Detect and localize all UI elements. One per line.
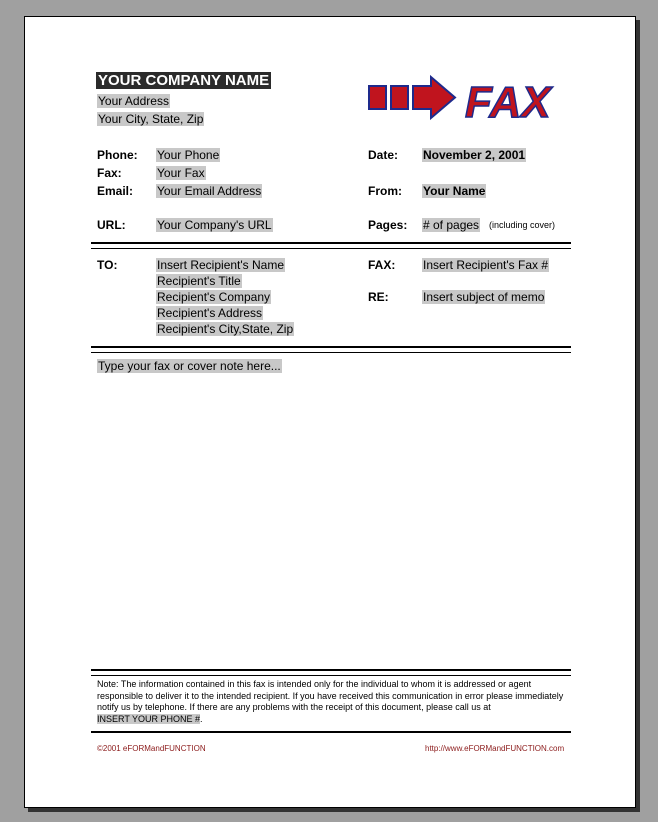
date-field[interactable]: November 2, 2001 (423, 148, 526, 162)
phone-label: Phone: (97, 148, 138, 162)
fax-field[interactable]: Your Fax (157, 166, 205, 180)
divider-footer (91, 731, 571, 733)
divider-top (91, 242, 571, 249)
cover-note-field[interactable]: Type your fax or cover note here... (98, 359, 281, 373)
from-field[interactable]: Your Name (423, 184, 486, 198)
logo-fax-text: FAX (465, 78, 551, 124)
recipient-name-field[interactable]: Insert Recipient's Name (157, 258, 285, 272)
email-label: Email: (97, 184, 134, 198)
footer-copyright: ©2001 eFORMandFUNCTION (97, 744, 206, 753)
email-field[interactable]: Your Email Address (157, 184, 262, 198)
recipient-address-field[interactable]: Recipient's Address (157, 306, 263, 320)
to-label: TO: (97, 258, 118, 272)
recipient-city-field[interactable]: Recipient's City,State, Zip (157, 322, 294, 336)
footer-url-link[interactable]: http://www.eFORMandFUNCTION.com (425, 744, 565, 753)
re-label: RE: (368, 290, 389, 304)
logo-square-1 (369, 86, 386, 109)
pages-label: Pages: (368, 218, 408, 232)
date-label: Date: (368, 148, 399, 162)
recipient-company-field[interactable]: Recipient's Company (157, 290, 271, 304)
from-label: From: (368, 184, 402, 198)
recipient-title-field[interactable]: Recipient's Title (157, 274, 241, 288)
recipient-fax-field[interactable]: Insert Recipient's Fax # (423, 258, 549, 272)
disclaimer-end: . (200, 713, 203, 724)
fax-label: Fax: (97, 166, 122, 180)
company-address[interactable]: Your Address (98, 94, 169, 108)
fax-logo (365, 72, 565, 124)
recipient-fax-label: FAX: (368, 258, 396, 272)
company-city-state-zip[interactable]: Your City, State, Zip (98, 112, 204, 126)
pages-note: (including cover) (489, 220, 556, 230)
phone-field[interactable]: Your Phone (157, 148, 220, 162)
url-field[interactable]: Your Company's URL (157, 218, 272, 232)
disclaimer-phone-field[interactable]: INSERT YOUR PHONE # (97, 713, 201, 724)
pages-field[interactable]: # of pages (423, 218, 480, 232)
divider-middle (91, 346, 571, 353)
re-field[interactable]: Insert subject of memo (423, 290, 545, 304)
disclaimer-text: Note: The information contained in this fax is intended only for the individual to whom it is addressed or agent responsible to deliver it to the intended recipient. If you have received this communication in error please immediately notify us by telephone. If there are any problems with the receipt of this document, please call us at (97, 679, 564, 712)
divider-bottom (91, 669, 571, 676)
fax-cover-page (24, 16, 636, 808)
logo-arrow-icon (413, 77, 455, 118)
disclaimer (97, 679, 567, 725)
url-label: URL: (97, 218, 126, 232)
logo-square-2 (391, 86, 408, 109)
company-name[interactable]: YOUR COMPANY NAME (98, 72, 270, 89)
